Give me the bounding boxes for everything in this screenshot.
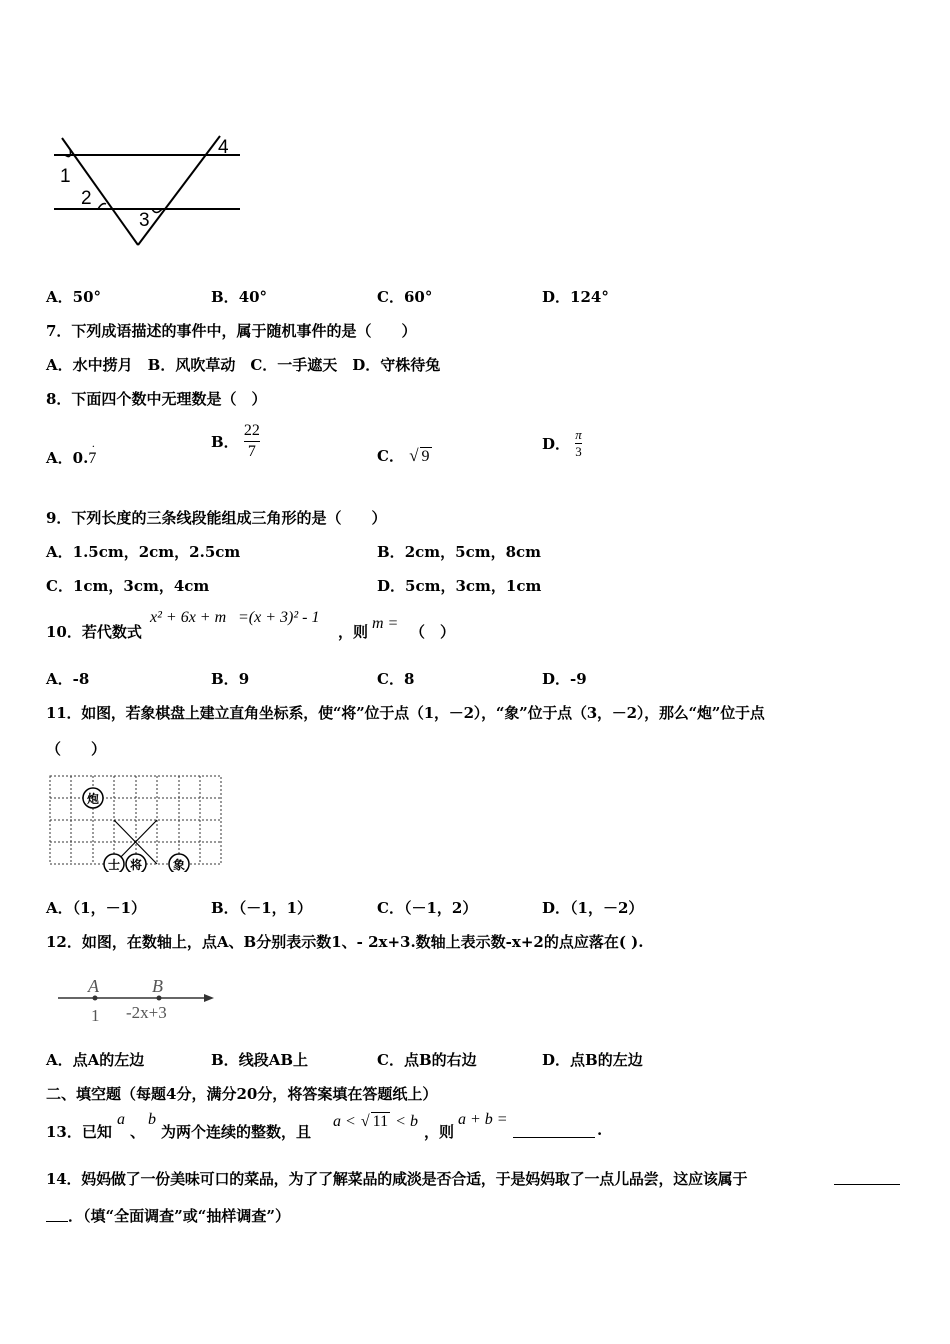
q11-option-c-key: C． xyxy=(377,899,404,917)
q9-stem: 9．下列长度的三条线段能组成三角形的是（ ） xyxy=(46,509,387,527)
q6-option-d-text: 124° xyxy=(570,288,609,306)
repeating-dot: · xyxy=(91,439,96,453)
right-triangle-side xyxy=(138,136,220,245)
q10-option-a-key: A． xyxy=(46,670,73,688)
q10-option-c-text: 8 xyxy=(403,670,415,688)
q12-option-b[interactable] xyxy=(211,1049,308,1070)
q11-option-a[interactable] xyxy=(46,897,146,918)
q8-fraction-pi-3 xyxy=(575,427,582,460)
q11-option-c-text: （－1，2） xyxy=(403,899,478,917)
q6-option-c[interactable] xyxy=(377,286,432,307)
q12-stem: 12．如图，在数轴上，点A、B分别表示数1、- 2x+3.数轴上表示数-x+2的点应落在( ). xyxy=(46,933,644,951)
q13-sum: a + b = xyxy=(458,1111,508,1128)
q9-option-a[interactable] xyxy=(46,541,240,562)
q10-option-d[interactable] xyxy=(542,668,587,689)
q14-answer-blank-part2[interactable] xyxy=(46,1205,68,1222)
q9-option-d-key: D． xyxy=(377,577,406,595)
q10-option-d-key: D． xyxy=(542,670,571,688)
q6-option-c-key: C． xyxy=(377,288,404,306)
q8-option-d-key: D． xyxy=(542,435,571,453)
q7-stem: 7．下列成语描述的事件中，属于随机事件的是（ ） xyxy=(46,322,417,340)
sqrt-symbol: √ xyxy=(360,1113,370,1130)
q9-option-b-text: 2cm，5cm，8cm xyxy=(404,543,542,561)
q13-end: . xyxy=(597,1121,603,1139)
q11-option-b[interactable] xyxy=(211,897,312,918)
q12-option-b-text: 线段AB上 xyxy=(238,1051,309,1069)
q8-radicand: 9 xyxy=(421,448,430,465)
piece-shi[interactable] xyxy=(104,854,124,872)
q8-option-a-digit: 7 xyxy=(88,450,97,467)
chessboard-grid xyxy=(50,776,221,864)
q13-answer-blank[interactable] xyxy=(513,1121,595,1138)
point-b-label: B xyxy=(152,976,163,996)
q13-var-a: a xyxy=(117,1111,125,1128)
q13-separator: 、 xyxy=(130,1123,146,1141)
q9-option-c[interactable] xyxy=(46,575,209,596)
q12-option-c[interactable] xyxy=(377,1049,477,1070)
q6-option-a-key: A． xyxy=(46,288,73,306)
q10-variable: m = xyxy=(372,615,399,632)
section-fill-in-heading: 二、填空题（每题4分，满分20分，将答案填在答题纸上） xyxy=(46,1085,438,1103)
q9-option-c-text: 1cm，3cm，4cm xyxy=(72,577,210,595)
q10-option-a-text: -8 xyxy=(72,670,90,688)
q10-option-b-key: B． xyxy=(211,670,239,688)
q8-option-b[interactable] xyxy=(211,421,260,462)
q13-then: ，则 xyxy=(424,1123,455,1141)
q13-var-b: b xyxy=(148,1111,156,1128)
q8-stem: 8．下面四个数中无理数是（ ） xyxy=(46,390,267,408)
q10-expression-rhs: =(x + 3)² - 1 xyxy=(238,609,320,626)
q12-option-a-text: 点A的左边 xyxy=(72,1051,145,1069)
angle-label-2: 2 xyxy=(81,188,92,209)
q6-option-d[interactable] xyxy=(542,286,609,307)
point-b-value: -2x+3 xyxy=(126,1003,167,1022)
chessboard-figure xyxy=(47,772,225,872)
q8-fraction-22-7 xyxy=(244,421,260,462)
angles-figure xyxy=(50,130,250,255)
q10-option-a[interactable] xyxy=(46,668,89,689)
q9-option-b-key: B． xyxy=(377,543,405,561)
q9-option-d-text: 5cm，3cm，1cm xyxy=(405,577,542,595)
q10-expression-lhs: x² + 6x + m xyxy=(150,609,227,626)
q13-ineq-right: < b xyxy=(395,1113,418,1130)
q6-option-b-text: 40° xyxy=(238,288,268,306)
piece-xiang[interactable] xyxy=(169,854,189,872)
q14-line1: 14．妈妈做了一份美味可口的菜品，为了了解菜品的咸淡是否合适，于是妈妈取了一点儿品尝，这应该属于 xyxy=(46,1170,748,1188)
q10-option-c-key: C． xyxy=(377,670,404,688)
q10-suffix: （ ） xyxy=(410,623,456,641)
q13-condition-text: 为两个连续的整数，且 xyxy=(161,1123,312,1141)
point-a-dot xyxy=(93,996,98,1001)
number-line-figure xyxy=(52,970,222,1030)
q12-option-c-text: 点B的右边 xyxy=(403,1051,477,1069)
piece-jiang[interactable] xyxy=(126,854,146,872)
q12-option-d-key: D． xyxy=(542,1051,571,1069)
q11-option-d[interactable] xyxy=(542,897,643,918)
q8-option-a-int: 0. xyxy=(72,449,89,467)
q8-option-c[interactable] xyxy=(377,445,432,466)
fraction-numerator: 22 xyxy=(243,422,260,439)
q6-option-b-key: B． xyxy=(211,288,239,306)
angle-label-1: 1 xyxy=(60,166,71,187)
q10-mid: ，则 xyxy=(338,623,369,641)
q11-option-a-text: （1，－1） xyxy=(72,899,147,917)
q8-option-c-key: C． xyxy=(377,447,404,465)
q14-answer-blank-part1[interactable] xyxy=(834,1168,900,1185)
q11-option-c[interactable] xyxy=(377,897,477,918)
point-b-dot xyxy=(157,996,162,1001)
q11-stem-line2: （ ） xyxy=(46,740,107,758)
fraction-denominator: 3 xyxy=(575,444,582,459)
q11-option-a-key: A． xyxy=(46,899,73,917)
q9-option-a-text: 1.5cm，2cm，2.5cm xyxy=(72,543,241,561)
q12-option-d-text: 点B的左边 xyxy=(570,1051,643,1069)
q10-option-b-text: 9 xyxy=(238,670,250,688)
sqrt-symbol: √ xyxy=(409,446,419,465)
q6-option-c-text: 60° xyxy=(403,288,433,306)
q12-option-a[interactable] xyxy=(46,1049,144,1070)
q14-line2-end: ．（填“全面调查”或“抽样调查”） xyxy=(68,1207,291,1225)
q6-option-a-text: 50° xyxy=(72,288,102,306)
q12-option-a-key: A． xyxy=(46,1051,73,1069)
q9-option-c-key: C． xyxy=(46,577,73,595)
q11-option-d-key: D． xyxy=(542,899,571,917)
q11-option-b-text: （－1，1） xyxy=(238,899,313,917)
q9-option-d[interactable] xyxy=(377,575,541,596)
q10-prefix: 10．若代数式 xyxy=(46,623,142,641)
q6-option-d-key: D． xyxy=(542,288,571,306)
q13-inequality xyxy=(333,1111,418,1131)
q8-option-a-key: A． xyxy=(46,449,73,467)
q9-option-b[interactable] xyxy=(377,541,541,562)
q9-option-a-key: A． xyxy=(46,543,73,561)
q13-ineq-left: a < xyxy=(333,1113,356,1130)
point-a-label: A xyxy=(88,976,99,996)
angle-label-4: 4 xyxy=(218,137,229,158)
q7-options[interactable]: A．水中捞月 B．风吹草动 C．一手遮天 D．守株待兔 xyxy=(46,356,441,374)
q12-option-c-key: C． xyxy=(377,1051,404,1069)
q10-option-b[interactable] xyxy=(211,668,249,689)
q10-option-d-text: -9 xyxy=(570,670,587,688)
q12-option-d[interactable] xyxy=(542,1049,643,1070)
point-a-value: 1 xyxy=(91,1006,100,1025)
fraction-denominator: 7 xyxy=(244,441,260,462)
fraction-numerator: π xyxy=(575,427,582,442)
q13-radicand: 11 xyxy=(372,1113,389,1130)
q8-option-a-repeating xyxy=(88,439,97,467)
q11-option-b-key: B． xyxy=(211,899,239,917)
piece-xiang-label: 象 xyxy=(172,858,186,872)
q10-option-c[interactable] xyxy=(377,668,414,689)
q6-option-b[interactable] xyxy=(211,286,267,307)
piece-pao-label: 炮 xyxy=(86,792,100,806)
piece-pao[interactable] xyxy=(83,788,103,808)
piece-shi-label: 士 xyxy=(107,858,121,872)
q6-option-a[interactable] xyxy=(46,286,101,307)
q13-prefix: 13．已知 xyxy=(46,1123,112,1141)
q8-option-d[interactable] xyxy=(542,427,582,460)
q8-option-b-key: B． xyxy=(211,433,239,451)
q11-stem-line1: 11．如图，若象棋盘上建立直角坐标系，使“将”位于点（1，－2），“象”位于点（3，－2），那么“炮”位于点 xyxy=(46,704,765,722)
angle-label-3: 3 xyxy=(139,210,150,231)
number-line-arrow xyxy=(204,994,214,1002)
q11-option-d-text: （1，－2） xyxy=(570,899,644,917)
piece-jiang-label: 将 xyxy=(129,858,143,872)
q12-option-b-key: B． xyxy=(211,1051,239,1069)
q8-option-a[interactable] xyxy=(46,439,97,468)
